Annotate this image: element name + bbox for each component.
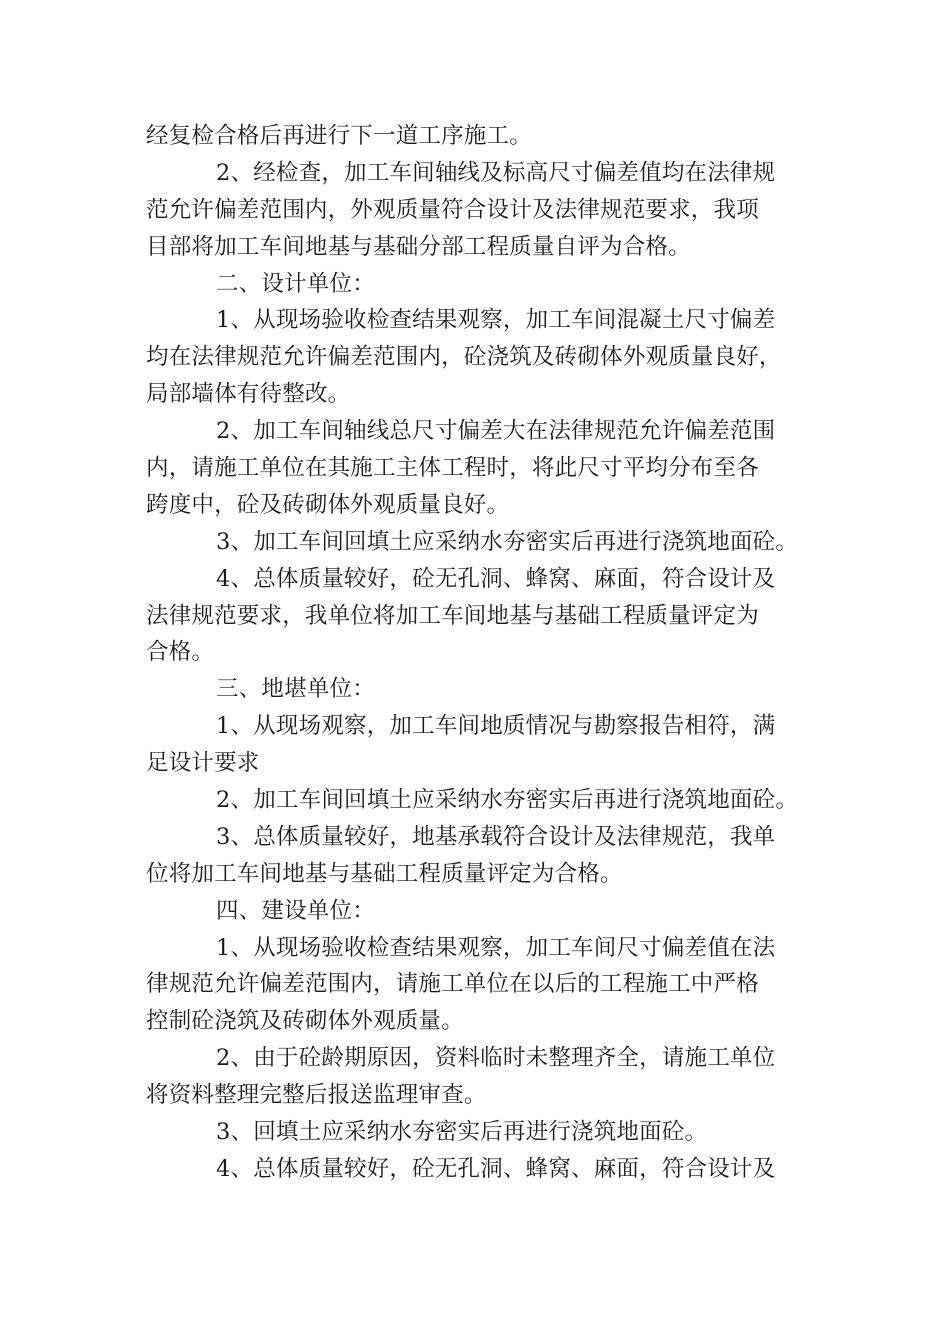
text-line: 二、设计单位： [216, 270, 375, 297]
text-line: 3、总体质量较好，地基承载符合设计及法律规范，我单 [216, 823, 776, 850]
text-line: 四、建设单位： [216, 897, 375, 924]
text-line: 目部将加工车间地基与基础分部工程质量自评为合格。 [146, 233, 691, 260]
text-line: 1、从现场验收检查结果观察，加工车间混凝土尺寸偏差 [216, 307, 776, 334]
text-line: 范允许偏差范围内，外观质量符合设计及法律规范要求，我项 [146, 196, 759, 223]
text-line: 4、总体质量较好，砼无孔洞、蜂窝、麻面，符合设计及 [216, 565, 776, 592]
text-line: 控制砼浇筑及砖砌体外观质量。 [146, 1008, 464, 1035]
text-line: 位将加工车间地基与基础工程质量评定为合格。 [146, 860, 623, 887]
document-body [146, 118, 816, 1188]
text-line: 均在法律规范允许偏差范围内，砼浇筑及砖砌体外观质量良好， [146, 344, 782, 371]
text-line: 将资料整理完整后报送监理审查。 [146, 1082, 487, 1109]
text-line: 经复检合格后再进行下一道工序施工。 [146, 123, 532, 149]
text-line: 3、回填土应采纳水夯密实后再进行浇筑地面砼。 [216, 1119, 708, 1146]
text-line: 3、加工车间回填土应采纳水夯密实后再进行浇筑地面砼。 [216, 528, 799, 555]
text-line: 局部墙体有待整改。 [146, 381, 351, 408]
text-line: 2、加工车间回填土应采纳水夯密实后再进行浇筑地面砼。 [216, 787, 799, 814]
text-line: 足设计要求 [146, 750, 260, 777]
text-line: 合格。 [146, 639, 215, 666]
text-line: 三、地堪单位： [216, 676, 375, 703]
text-line: 律规范允许偏差范围内，请施工单位在以后的工程施工中严格 [146, 971, 759, 998]
text-line: 1、从现场观察，加工车间地质情况与勘察报告相符，满 [216, 713, 776, 740]
text-line: 法律规范要求，我单位将加工车间地基与基础工程质量评定为 [146, 602, 759, 629]
text-line: 4、总体质量较好，砼无孔洞、蜂窝、麻面，符合设计及 [216, 1155, 776, 1182]
text-line: 1、从现场验收检查结果观察，加工车间尺寸偏差值在法 [216, 934, 776, 961]
text-line: 2、经检查，加工车间轴线及标高尺寸偏差值均在法律规 [216, 159, 776, 186]
text-line: 2、由于砼龄期原因，资料临时未整理齐全，请施工单位 [216, 1045, 776, 1072]
text-line: 2、加工车间轴线总尺寸偏差大在法律规范允许偏差范围 [216, 418, 776, 445]
text-line: 内，请施工单位在其施工主体工程时，将此尺寸平均分布至各 [146, 455, 759, 482]
text-line: 跨度中，砼及砖砌体外观质量良好。 [146, 491, 510, 518]
